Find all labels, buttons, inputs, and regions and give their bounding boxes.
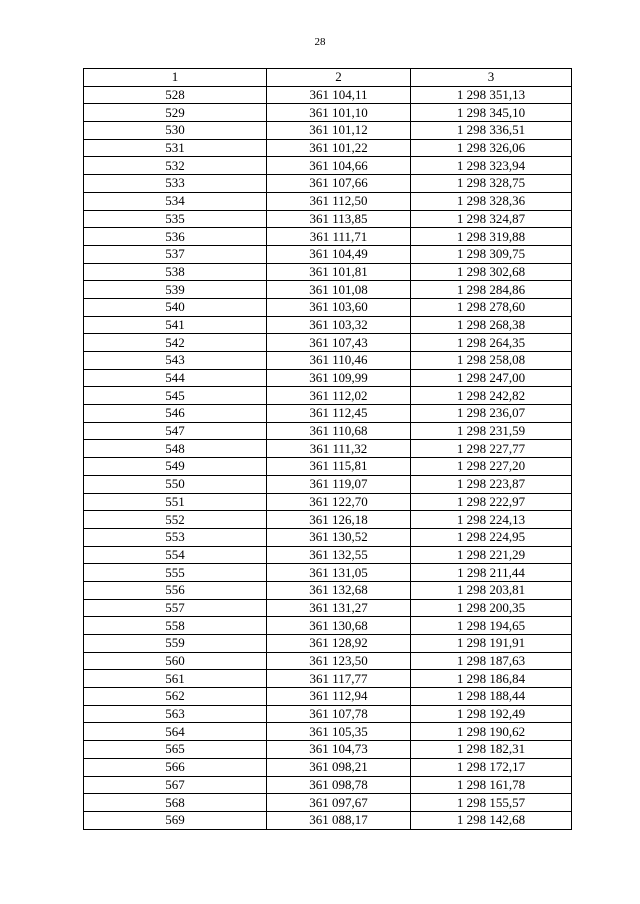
y-coordinate-cell: 1 298 345,10 bbox=[411, 104, 572, 122]
y-coordinate-cell: 1 298 326,06 bbox=[411, 139, 572, 157]
point-number-cell: 530 bbox=[84, 122, 267, 140]
x-coordinate-cell: 361 104,66 bbox=[267, 157, 411, 175]
point-number-cell: 539 bbox=[84, 281, 267, 299]
table-row bbox=[84, 581, 572, 599]
point-number-cell: 536 bbox=[84, 228, 267, 246]
point-number-cell: 561 bbox=[84, 670, 267, 688]
x-coordinate-cell: 361 103,60 bbox=[267, 298, 411, 316]
column-header-1: 1 bbox=[84, 69, 267, 87]
y-coordinate-cell: 1 298 182,31 bbox=[411, 741, 572, 759]
table-row bbox=[84, 440, 572, 458]
table-row bbox=[84, 86, 572, 104]
x-coordinate-cell: 361 111,71 bbox=[267, 228, 411, 246]
y-coordinate-cell: 1 298 236,07 bbox=[411, 405, 572, 423]
y-coordinate-cell: 1 298 258,08 bbox=[411, 352, 572, 370]
y-coordinate-cell: 1 298 200,35 bbox=[411, 599, 572, 617]
x-coordinate-cell: 361 112,50 bbox=[267, 192, 411, 210]
x-coordinate-cell: 361 110,46 bbox=[267, 352, 411, 370]
point-number-cell: 560 bbox=[84, 652, 267, 670]
point-number-cell: 558 bbox=[84, 617, 267, 635]
point-number-cell: 552 bbox=[84, 511, 267, 529]
point-number-cell: 545 bbox=[84, 387, 267, 405]
x-coordinate-cell: 361 117,77 bbox=[267, 670, 411, 688]
point-number-cell: 531 bbox=[84, 139, 267, 157]
x-coordinate-cell: 361 104,73 bbox=[267, 741, 411, 759]
point-number-cell: 568 bbox=[84, 794, 267, 812]
x-coordinate-cell: 361 119,07 bbox=[267, 475, 411, 493]
table-row bbox=[84, 192, 572, 210]
table-row bbox=[84, 334, 572, 352]
y-coordinate-cell: 1 298 231,59 bbox=[411, 422, 572, 440]
table-row bbox=[84, 670, 572, 688]
y-coordinate-cell: 1 298 172,17 bbox=[411, 758, 572, 776]
y-coordinate-cell: 1 298 323,94 bbox=[411, 157, 572, 175]
x-coordinate-cell: 361 112,02 bbox=[267, 387, 411, 405]
point-number-cell: 541 bbox=[84, 316, 267, 334]
table-row bbox=[84, 758, 572, 776]
point-number-cell: 549 bbox=[84, 458, 267, 476]
y-coordinate-cell: 1 298 155,57 bbox=[411, 794, 572, 812]
table-row bbox=[84, 122, 572, 140]
point-number-cell: 548 bbox=[84, 440, 267, 458]
point-number-cell: 532 bbox=[84, 157, 267, 175]
point-number-cell: 563 bbox=[84, 705, 267, 723]
x-coordinate-cell: 361 107,78 bbox=[267, 705, 411, 723]
x-coordinate-cell: 361 098,78 bbox=[267, 776, 411, 794]
y-coordinate-cell: 1 298 186,84 bbox=[411, 670, 572, 688]
y-coordinate-cell: 1 298 336,51 bbox=[411, 122, 572, 140]
x-coordinate-cell: 361 109,99 bbox=[267, 369, 411, 387]
y-coordinate-cell: 1 298 190,62 bbox=[411, 723, 572, 741]
table-row bbox=[84, 157, 572, 175]
x-coordinate-cell: 361 130,68 bbox=[267, 617, 411, 635]
point-number-cell: 554 bbox=[84, 546, 267, 564]
point-number-cell: 544 bbox=[84, 369, 267, 387]
y-coordinate-cell: 1 298 192,49 bbox=[411, 705, 572, 723]
table-body bbox=[84, 86, 572, 829]
table-row bbox=[84, 210, 572, 228]
table-row bbox=[84, 245, 572, 263]
y-coordinate-cell: 1 298 284,86 bbox=[411, 281, 572, 299]
x-coordinate-cell: 361 104,11 bbox=[267, 86, 411, 104]
table-row bbox=[84, 175, 572, 193]
y-coordinate-cell: 1 298 278,60 bbox=[411, 298, 572, 316]
point-number-cell: 553 bbox=[84, 528, 267, 546]
y-coordinate-cell: 1 298 328,75 bbox=[411, 175, 572, 193]
point-number-cell: 543 bbox=[84, 352, 267, 370]
y-coordinate-cell: 1 298 188,44 bbox=[411, 688, 572, 706]
y-coordinate-cell: 1 298 351,13 bbox=[411, 86, 572, 104]
x-coordinate-cell: 361 101,08 bbox=[267, 281, 411, 299]
table-row bbox=[84, 635, 572, 653]
table-row bbox=[84, 652, 572, 670]
table-row bbox=[84, 811, 572, 829]
y-coordinate-cell: 1 298 268,38 bbox=[411, 316, 572, 334]
x-coordinate-cell: 361 112,94 bbox=[267, 688, 411, 706]
table-row bbox=[84, 599, 572, 617]
table-row bbox=[84, 228, 572, 246]
y-coordinate-cell: 1 298 221,29 bbox=[411, 546, 572, 564]
point-number-cell: 533 bbox=[84, 175, 267, 193]
table-row bbox=[84, 741, 572, 759]
point-number-cell: 542 bbox=[84, 334, 267, 352]
x-coordinate-cell: 361 104,49 bbox=[267, 245, 411, 263]
x-coordinate-cell: 361 130,52 bbox=[267, 528, 411, 546]
x-coordinate-cell: 361 131,27 bbox=[267, 599, 411, 617]
point-number-cell: 534 bbox=[84, 192, 267, 210]
table-row bbox=[84, 493, 572, 511]
y-coordinate-cell: 1 298 319,88 bbox=[411, 228, 572, 246]
x-coordinate-cell: 361 098,21 bbox=[267, 758, 411, 776]
x-coordinate-cell: 361 097,67 bbox=[267, 794, 411, 812]
point-number-cell: 567 bbox=[84, 776, 267, 794]
point-number-cell: 546 bbox=[84, 405, 267, 423]
point-number-cell: 551 bbox=[84, 493, 267, 511]
y-coordinate-cell: 1 298 224,95 bbox=[411, 528, 572, 546]
table-row bbox=[84, 776, 572, 794]
table-row bbox=[84, 794, 572, 812]
table-header-row bbox=[84, 69, 572, 87]
x-coordinate-cell: 361 126,18 bbox=[267, 511, 411, 529]
y-coordinate-cell: 1 298 203,81 bbox=[411, 581, 572, 599]
table-row bbox=[84, 458, 572, 476]
x-coordinate-cell: 361 107,43 bbox=[267, 334, 411, 352]
table-row bbox=[84, 511, 572, 529]
table-row bbox=[84, 281, 572, 299]
column-header-3: 3 bbox=[411, 69, 572, 87]
table-row bbox=[84, 405, 572, 423]
table-row bbox=[84, 316, 572, 334]
x-coordinate-cell: 361 111,32 bbox=[267, 440, 411, 458]
x-coordinate-cell: 361 103,32 bbox=[267, 316, 411, 334]
table-row bbox=[84, 564, 572, 582]
y-coordinate-cell: 1 298 223,87 bbox=[411, 475, 572, 493]
point-number-cell: 537 bbox=[84, 245, 267, 263]
x-coordinate-cell: 361 088,17 bbox=[267, 811, 411, 829]
y-coordinate-cell: 1 298 227,77 bbox=[411, 440, 572, 458]
x-coordinate-cell: 361 101,12 bbox=[267, 122, 411, 140]
x-coordinate-cell: 361 132,55 bbox=[267, 546, 411, 564]
table-row bbox=[84, 352, 572, 370]
point-number-cell: 547 bbox=[84, 422, 267, 440]
x-coordinate-cell: 361 128,92 bbox=[267, 635, 411, 653]
point-number-cell: 540 bbox=[84, 298, 267, 316]
x-coordinate-cell: 361 107,66 bbox=[267, 175, 411, 193]
x-coordinate-cell: 361 122,70 bbox=[267, 493, 411, 511]
point-number-cell: 566 bbox=[84, 758, 267, 776]
y-coordinate-cell: 1 298 161,78 bbox=[411, 776, 572, 794]
table-row bbox=[84, 104, 572, 122]
x-coordinate-cell: 361 101,81 bbox=[267, 263, 411, 281]
point-number-cell: 550 bbox=[84, 475, 267, 493]
table-row bbox=[84, 688, 572, 706]
x-coordinate-cell: 361 123,50 bbox=[267, 652, 411, 670]
point-number-cell: 556 bbox=[84, 581, 267, 599]
point-number-cell: 538 bbox=[84, 263, 267, 281]
point-number-cell: 535 bbox=[84, 210, 267, 228]
x-coordinate-cell: 361 110,68 bbox=[267, 422, 411, 440]
y-coordinate-cell: 1 298 309,75 bbox=[411, 245, 572, 263]
coordinates-table bbox=[83, 68, 572, 830]
column-header-2: 2 bbox=[267, 69, 411, 87]
table-row bbox=[84, 387, 572, 405]
y-coordinate-cell: 1 298 187,63 bbox=[411, 652, 572, 670]
table-row bbox=[84, 263, 572, 281]
page-number: 28 bbox=[314, 36, 326, 48]
y-coordinate-cell: 1 298 242,82 bbox=[411, 387, 572, 405]
x-coordinate-cell: 361 112,45 bbox=[267, 405, 411, 423]
y-coordinate-cell: 1 298 191,91 bbox=[411, 635, 572, 653]
x-coordinate-cell: 361 101,22 bbox=[267, 139, 411, 157]
y-coordinate-cell: 1 298 222,97 bbox=[411, 493, 572, 511]
point-number-cell: 529 bbox=[84, 104, 267, 122]
x-coordinate-cell: 361 132,68 bbox=[267, 581, 411, 599]
table-row bbox=[84, 422, 572, 440]
table-row bbox=[84, 139, 572, 157]
y-coordinate-cell: 1 298 142,68 bbox=[411, 811, 572, 829]
point-number-cell: 562 bbox=[84, 688, 267, 706]
x-coordinate-cell: 361 101,10 bbox=[267, 104, 411, 122]
point-number-cell: 565 bbox=[84, 741, 267, 759]
point-number-cell: 555 bbox=[84, 564, 267, 582]
y-coordinate-cell: 1 298 247,00 bbox=[411, 369, 572, 387]
y-coordinate-cell: 1 298 328,36 bbox=[411, 192, 572, 210]
table-row bbox=[84, 369, 572, 387]
y-coordinate-cell: 1 298 211,44 bbox=[411, 564, 572, 582]
point-number-cell: 528 bbox=[84, 86, 267, 104]
table-row bbox=[84, 528, 572, 546]
table-row bbox=[84, 298, 572, 316]
point-number-cell: 564 bbox=[84, 723, 267, 741]
table-row bbox=[84, 723, 572, 741]
point-number-cell: 569 bbox=[84, 811, 267, 829]
table-row bbox=[84, 475, 572, 493]
y-coordinate-cell: 1 298 224,13 bbox=[411, 511, 572, 529]
x-coordinate-cell: 361 105,35 bbox=[267, 723, 411, 741]
y-coordinate-cell: 1 298 302,68 bbox=[411, 263, 572, 281]
point-number-cell: 557 bbox=[84, 599, 267, 617]
point-number-cell: 559 bbox=[84, 635, 267, 653]
y-coordinate-cell: 1 298 264,35 bbox=[411, 334, 572, 352]
table-row bbox=[84, 546, 572, 564]
y-coordinate-cell: 1 298 227,20 bbox=[411, 458, 572, 476]
table-row bbox=[84, 617, 572, 635]
table-row bbox=[84, 705, 572, 723]
x-coordinate-cell: 361 113,85 bbox=[267, 210, 411, 228]
y-coordinate-cell: 1 298 194,65 bbox=[411, 617, 572, 635]
x-coordinate-cell: 361 115,81 bbox=[267, 458, 411, 476]
x-coordinate-cell: 361 131,05 bbox=[267, 564, 411, 582]
y-coordinate-cell: 1 298 324,87 bbox=[411, 210, 572, 228]
